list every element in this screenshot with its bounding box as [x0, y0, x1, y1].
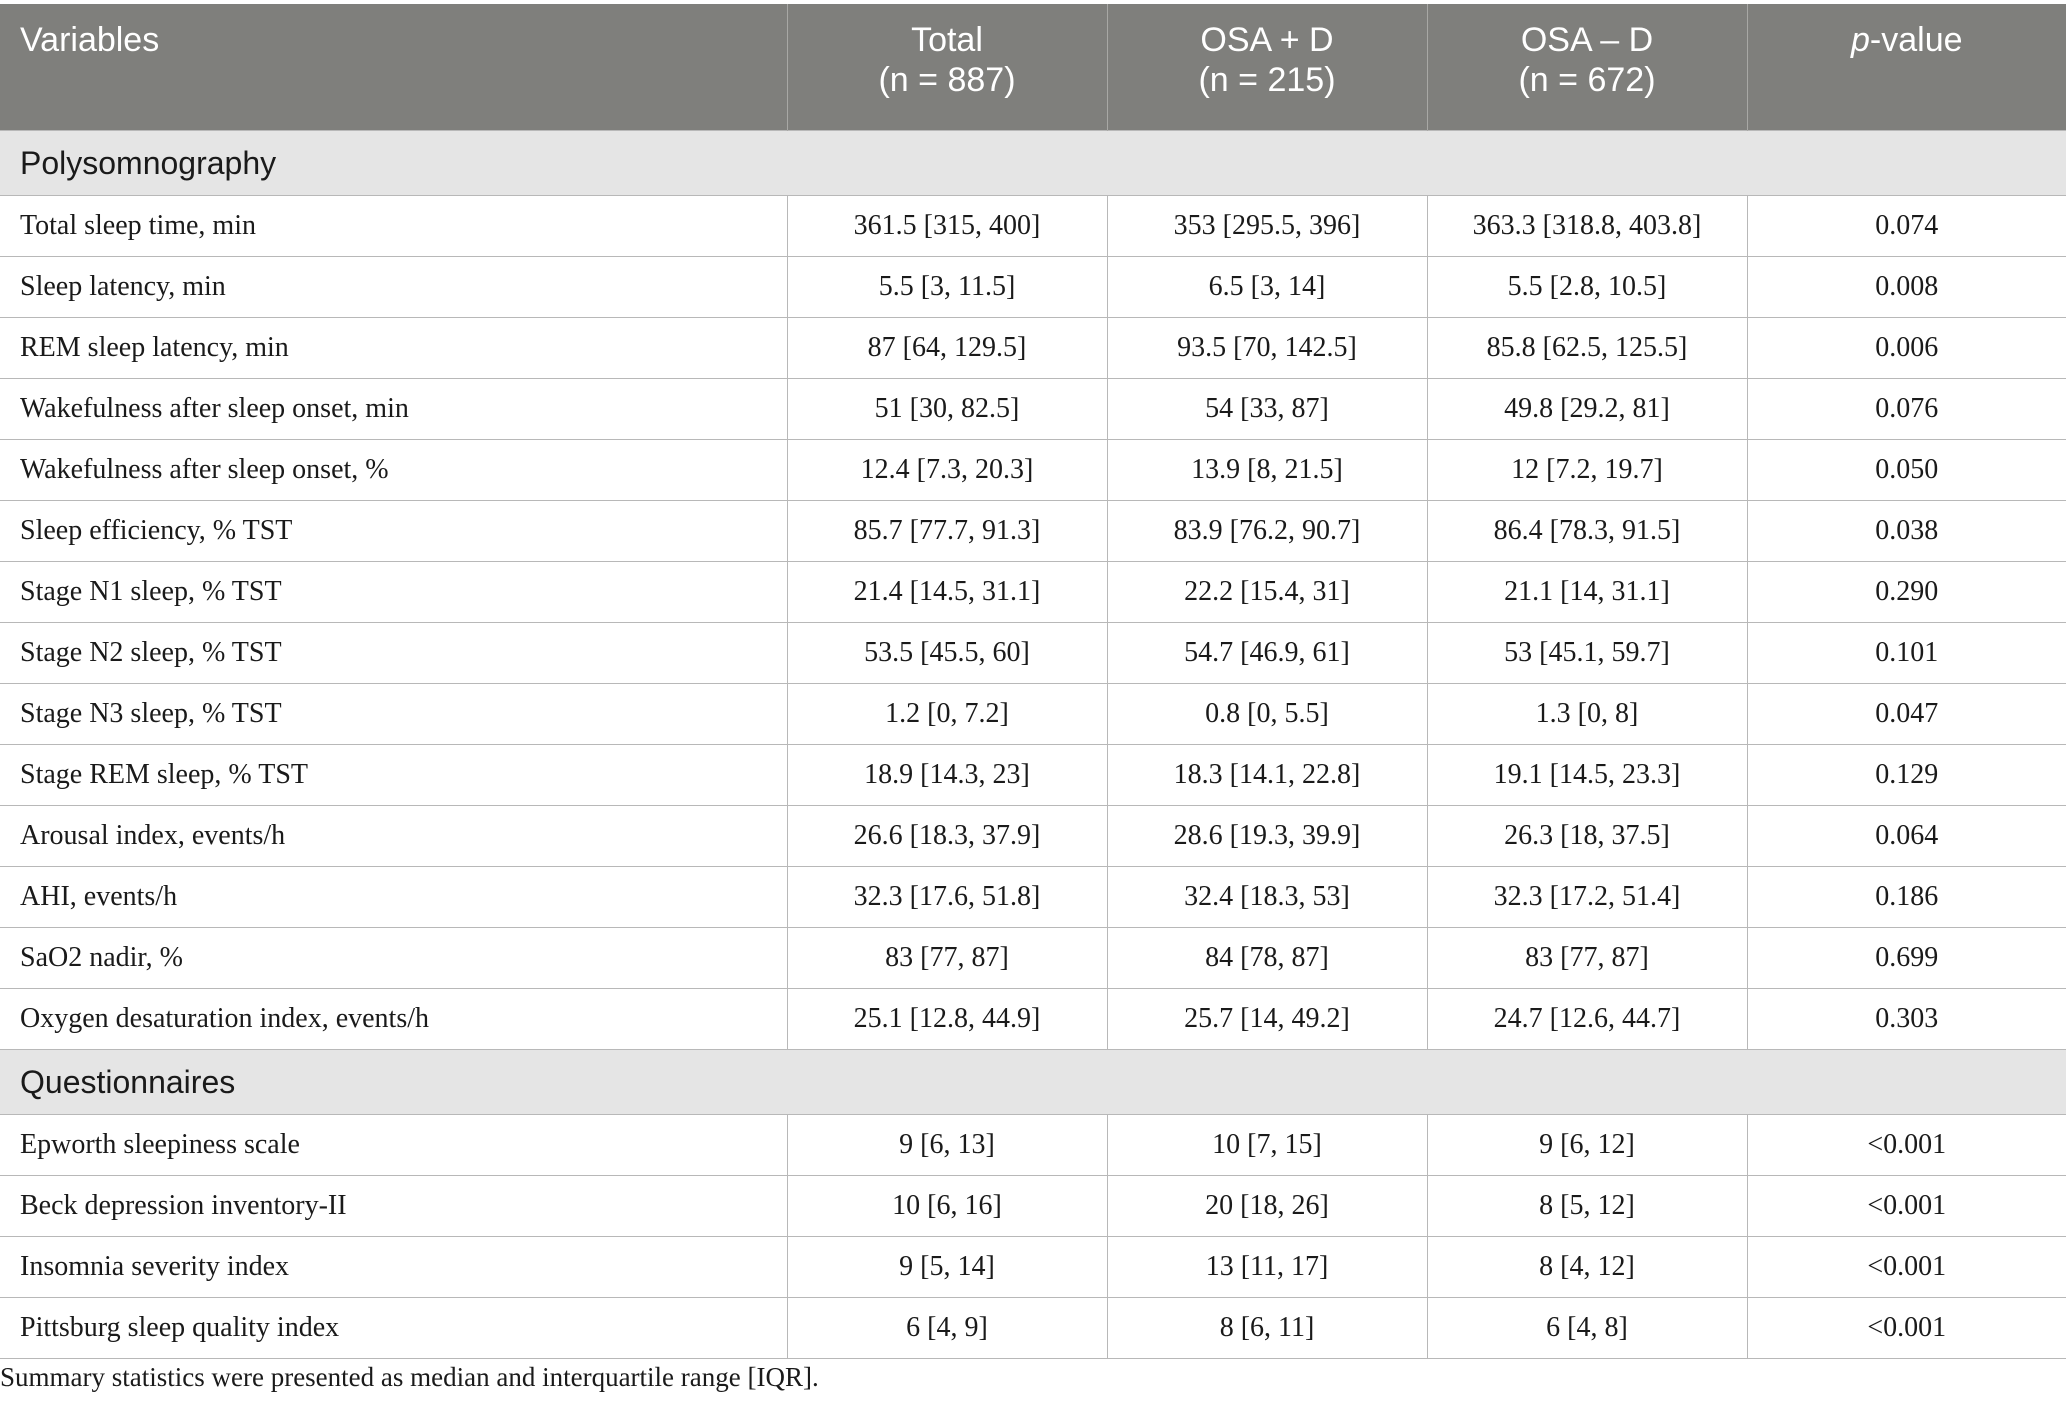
- cell-variable: Wakefulness after sleep onset, %: [0, 440, 787, 501]
- cell-p-value: 0.038: [1747, 501, 2066, 562]
- cell-osa-plus-d: 10 [7, 15]: [1107, 1115, 1427, 1176]
- cell-osa-minus-d: 26.3 [18, 37.5]: [1427, 806, 1747, 867]
- cell-p-value: 0.303: [1747, 989, 2066, 1050]
- cell-osa-plus-d: 22.2 [15.4, 31]: [1107, 562, 1427, 623]
- cell-p-value: 0.101: [1747, 623, 2066, 684]
- cell-p-value: 0.186: [1747, 867, 2066, 928]
- cell-osa-plus-d: 84 [78, 87]: [1107, 928, 1427, 989]
- cell-total: 51 [30, 82.5]: [787, 379, 1107, 440]
- cell-osa-plus-d: 18.3 [14.1, 22.8]: [1107, 745, 1427, 806]
- cell-variable: Sleep latency, min: [0, 257, 787, 318]
- cell-osa-minus-d: 19.1 [14.5, 23.3]: [1427, 745, 1747, 806]
- header-osa-plus-d-n: (n = 215): [1198, 61, 1336, 99]
- table-header: [0, 4, 2066, 131]
- cell-total: 83 [77, 87]: [787, 928, 1107, 989]
- cell-osa-plus-d: 6.5 [3, 14]: [1107, 257, 1427, 318]
- cell-total: 9 [6, 13]: [787, 1115, 1107, 1176]
- cell-total: 53.5 [45.5, 60]: [787, 623, 1107, 684]
- table-row: [0, 806, 2066, 867]
- header-total-label: Total: [911, 21, 983, 59]
- cell-variable: Pittsburg sleep quality index: [0, 1298, 787, 1359]
- cell-osa-plus-d: 25.7 [14, 49.2]: [1107, 989, 1427, 1050]
- cell-variable: Arousal index, events/h: [0, 806, 787, 867]
- cell-p-value: 0.074: [1747, 196, 2066, 257]
- cell-osa-plus-d: 83.9 [76.2, 90.7]: [1107, 501, 1427, 562]
- header-p-italic: p: [1850, 21, 1870, 59]
- table-row: [0, 562, 2066, 623]
- cell-osa-plus-d: 13.9 [8, 21.5]: [1107, 440, 1427, 501]
- cell-osa-minus-d: 8 [4, 12]: [1427, 1237, 1747, 1298]
- cell-osa-minus-d: 1.3 [0, 8]: [1427, 684, 1747, 745]
- cell-p-value: 0.290: [1747, 562, 2066, 623]
- cell-p-value: 0.050: [1747, 440, 2066, 501]
- table-footnote: Summary statistics were presented as median and interquartile range [IQR].: [0, 1362, 819, 1392]
- cell-p-value: 0.006: [1747, 318, 2066, 379]
- table-row: [0, 440, 2066, 501]
- cell-total: 1.2 [0, 7.2]: [787, 684, 1107, 745]
- cell-p-value: 0.076: [1747, 379, 2066, 440]
- cell-osa-minus-d: 6 [4, 8]: [1427, 1298, 1747, 1359]
- cell-variable: SaO2 nadir, %: [0, 928, 787, 989]
- cell-total: 12.4 [7.3, 20.3]: [787, 440, 1107, 501]
- cell-osa-minus-d: 53 [45.1, 59.7]: [1427, 623, 1747, 684]
- header-total: [787, 4, 1107, 131]
- section-header-row: [0, 131, 2066, 196]
- cell-osa-minus-d: 5.5 [2.8, 10.5]: [1427, 257, 1747, 318]
- cell-total: 5.5 [3, 11.5]: [787, 257, 1107, 318]
- header-osa-minus-d-label: OSA – D: [1520, 21, 1654, 59]
- cell-variable: Sleep efficiency, % TST: [0, 501, 787, 562]
- cell-variable: Stage N3 sleep, % TST: [0, 684, 787, 745]
- cell-osa-minus-d: 363.3 [318.8, 403.8]: [1427, 196, 1747, 257]
- table-row: [0, 623, 2066, 684]
- cell-osa-plus-d: 353 [295.5, 396]: [1107, 196, 1427, 257]
- cell-variable: Stage N1 sleep, % TST: [0, 562, 787, 623]
- cell-p-value: <0.001: [1747, 1237, 2066, 1298]
- cell-total: 18.9 [14.3, 23]: [787, 745, 1107, 806]
- cell-total: 25.1 [12.8, 44.9]: [787, 989, 1107, 1050]
- cell-variable: AHI, events/h: [0, 867, 787, 928]
- table-row: [0, 257, 2066, 318]
- cell-total: 87 [64, 129.5]: [787, 318, 1107, 379]
- table-row: [0, 989, 2066, 1050]
- table-row: [0, 928, 2066, 989]
- cell-p-value: <0.001: [1747, 1298, 2066, 1359]
- table-row: [0, 318, 2066, 379]
- summary-statistics-table: [0, 4, 2066, 1359]
- cell-variable: Oxygen desaturation index, events/h: [0, 989, 787, 1050]
- cell-osa-minus-d: 32.3 [17.2, 51.4]: [1427, 867, 1747, 928]
- cell-total: 6 [4, 9]: [787, 1298, 1107, 1359]
- cell-osa-plus-d: 54 [33, 87]: [1107, 379, 1427, 440]
- cell-osa-minus-d: 49.8 [29.2, 81]: [1427, 379, 1747, 440]
- cell-total: 85.7 [77.7, 91.3]: [787, 501, 1107, 562]
- cell-p-value: 0.008: [1747, 257, 2066, 318]
- cell-variable: Beck depression inventory-II: [0, 1176, 787, 1237]
- cell-osa-minus-d: 85.8 [62.5, 125.5]: [1427, 318, 1747, 379]
- table-row: [0, 1176, 2066, 1237]
- cell-osa-minus-d: 9 [6, 12]: [1427, 1115, 1747, 1176]
- table-row: [0, 196, 2066, 257]
- cell-total: 10 [6, 16]: [787, 1176, 1107, 1237]
- cell-variable: Total sleep time, min: [0, 196, 787, 257]
- cell-osa-plus-d: 32.4 [18.3, 53]: [1107, 867, 1427, 928]
- cell-osa-plus-d: 54.7 [46.9, 61]: [1107, 623, 1427, 684]
- table-row: [0, 1237, 2066, 1298]
- header-osa-minus-d-n: (n = 672): [1518, 61, 1656, 99]
- section-header-row: [0, 1050, 2066, 1115]
- cell-osa-minus-d: 86.4 [78.3, 91.5]: [1427, 501, 1747, 562]
- cell-variable: Stage REM sleep, % TST: [0, 745, 787, 806]
- table-body: [0, 131, 2066, 1359]
- table-row: [0, 867, 2066, 928]
- cell-total: 21.4 [14.5, 31.1]: [787, 562, 1107, 623]
- cell-osa-minus-d: 24.7 [12.6, 44.7]: [1427, 989, 1747, 1050]
- cell-variable: Wakefulness after sleep onset, min: [0, 379, 787, 440]
- header-osa-plus-d-label: OSA + D: [1200, 21, 1334, 59]
- cell-osa-minus-d: 83 [77, 87]: [1427, 928, 1747, 989]
- cell-p-value: 0.064: [1747, 806, 2066, 867]
- table-row: [0, 684, 2066, 745]
- table-row: [0, 1298, 2066, 1359]
- cell-variable: REM sleep latency, min: [0, 318, 787, 379]
- cell-osa-minus-d: 12 [7.2, 19.7]: [1427, 440, 1747, 501]
- cell-osa-minus-d: 21.1 [14, 31.1]: [1427, 562, 1747, 623]
- cell-total: 26.6 [18.3, 37.9]: [787, 806, 1107, 867]
- cell-osa-plus-d: 28.6 [19.3, 39.9]: [1107, 806, 1427, 867]
- cell-variable: Insomnia severity index: [0, 1237, 787, 1298]
- table-row: [0, 1115, 2066, 1176]
- cell-osa-minus-d: 8 [5, 12]: [1427, 1176, 1747, 1237]
- cell-variable: Epworth sleepiness scale: [0, 1115, 787, 1176]
- cell-osa-plus-d: 93.5 [70, 142.5]: [1107, 318, 1427, 379]
- cell-total: 9 [5, 14]: [787, 1237, 1107, 1298]
- cell-variable: Stage N2 sleep, % TST: [0, 623, 787, 684]
- header-osa-plus-d: [1107, 4, 1427, 131]
- section-title: Questionnaires: [0, 1050, 2066, 1115]
- cell-total: 32.3 [17.6, 51.8]: [787, 867, 1107, 928]
- cell-p-value: 0.047: [1747, 684, 2066, 745]
- header-total-n: (n = 887): [878, 61, 1016, 99]
- header-osa-minus-d: [1427, 4, 1747, 131]
- cell-total: 361.5 [315, 400]: [787, 196, 1107, 257]
- cell-osa-plus-d: 8 [6, 11]: [1107, 1298, 1427, 1359]
- header-variables: Variables: [0, 4, 787, 131]
- cell-p-value: 0.699: [1747, 928, 2066, 989]
- cell-p-value: <0.001: [1747, 1115, 2066, 1176]
- cell-p-value: 0.129: [1747, 745, 2066, 806]
- cell-osa-plus-d: 20 [18, 26]: [1107, 1176, 1427, 1237]
- table-row: [0, 379, 2066, 440]
- section-title: Polysomnography: [0, 131, 2066, 196]
- cell-p-value: <0.001: [1747, 1176, 2066, 1237]
- header-p-suffix: -value: [1869, 21, 1963, 59]
- header-p-value: [1747, 4, 2066, 131]
- table-row: [0, 501, 2066, 562]
- table-row: [0, 745, 2066, 806]
- cell-osa-plus-d: 13 [11, 17]: [1107, 1237, 1427, 1298]
- cell-osa-plus-d: 0.8 [0, 5.5]: [1107, 684, 1427, 745]
